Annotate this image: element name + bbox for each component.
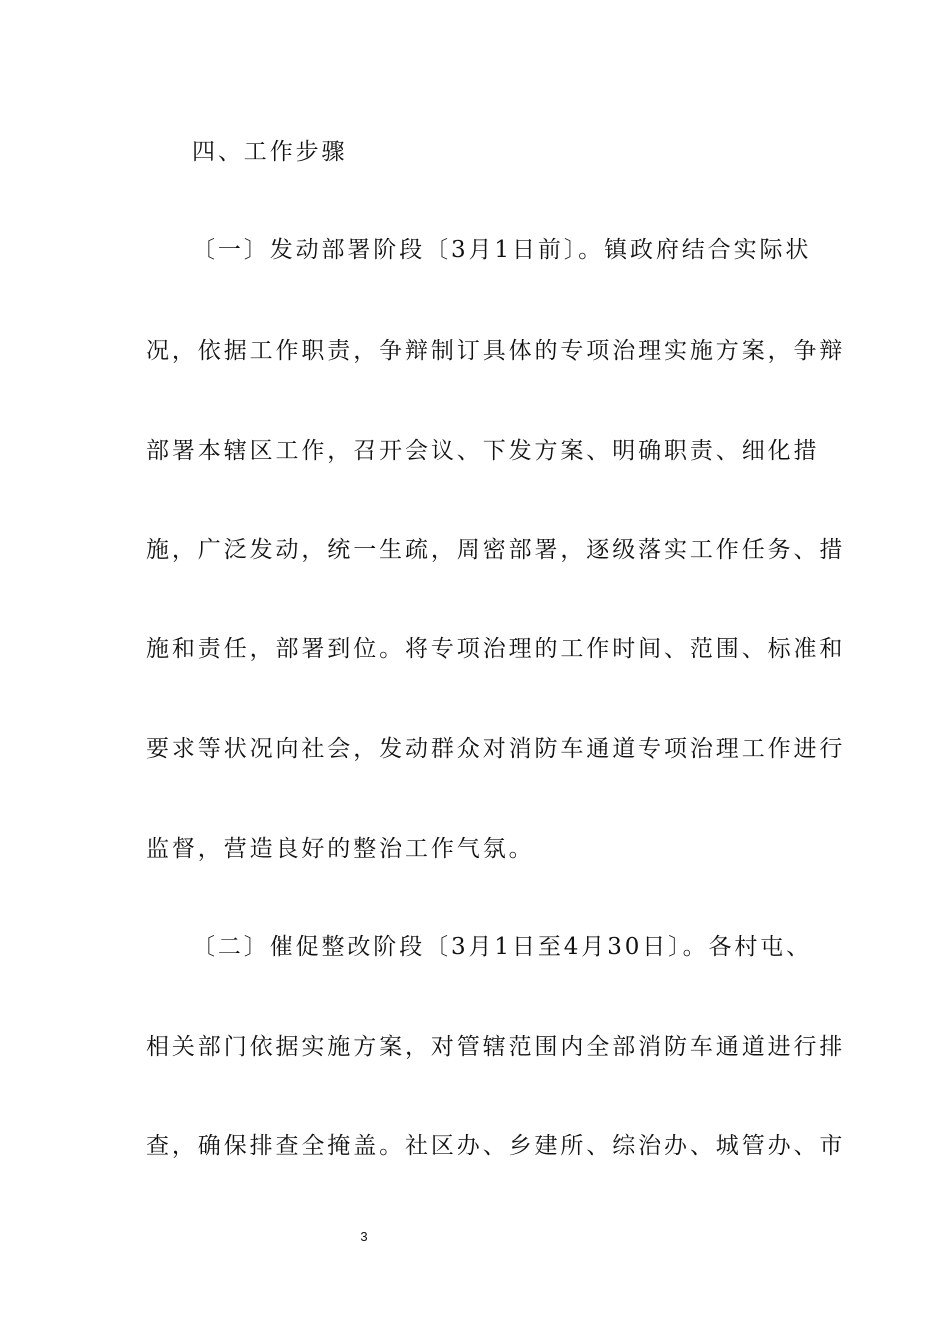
paragraph-line: 〔二〕催促整改阶段〔3月1日至4月30日〕。各村屯、 — [192, 934, 813, 960]
paragraph-line: 〔一〕发动部署阶段〔3月1日前〕。镇政府结合实际状 — [192, 237, 812, 263]
paragraph-line: 施和责任，部署到位。将专项治理的工作时间、范围、标准和 — [146, 636, 846, 662]
section-heading: 四、工作步骤 — [192, 139, 348, 165]
paragraph-line: 监督，营造良好的整治工作气氛。 — [146, 836, 535, 862]
paragraph-line: 况，依据工作职责，争辩制订具体的专项治理实施方案，争辩 — [146, 338, 846, 364]
paragraph-line: 查，确保排查全掩盖。社区办、乡建所、综治办、城管办、市 — [146, 1133, 846, 1159]
paragraph-line: 相关部门依据实施方案，对管辖范围内全部消防车通道进行排 — [146, 1034, 846, 1060]
paragraph-line: 施，广泛发动，统一生疏，周密部署，逐级落实工作任务、措 — [146, 537, 846, 563]
paragraph-line: 部署本辖区工作，召开会议、下发方案、明确职责、细化措 — [146, 438, 820, 464]
page-number: 3 — [360, 1229, 368, 1244]
paragraph-line: 要求等状况向社会，发动群众对消防车通道专项治理工作进行 — [146, 736, 846, 762]
